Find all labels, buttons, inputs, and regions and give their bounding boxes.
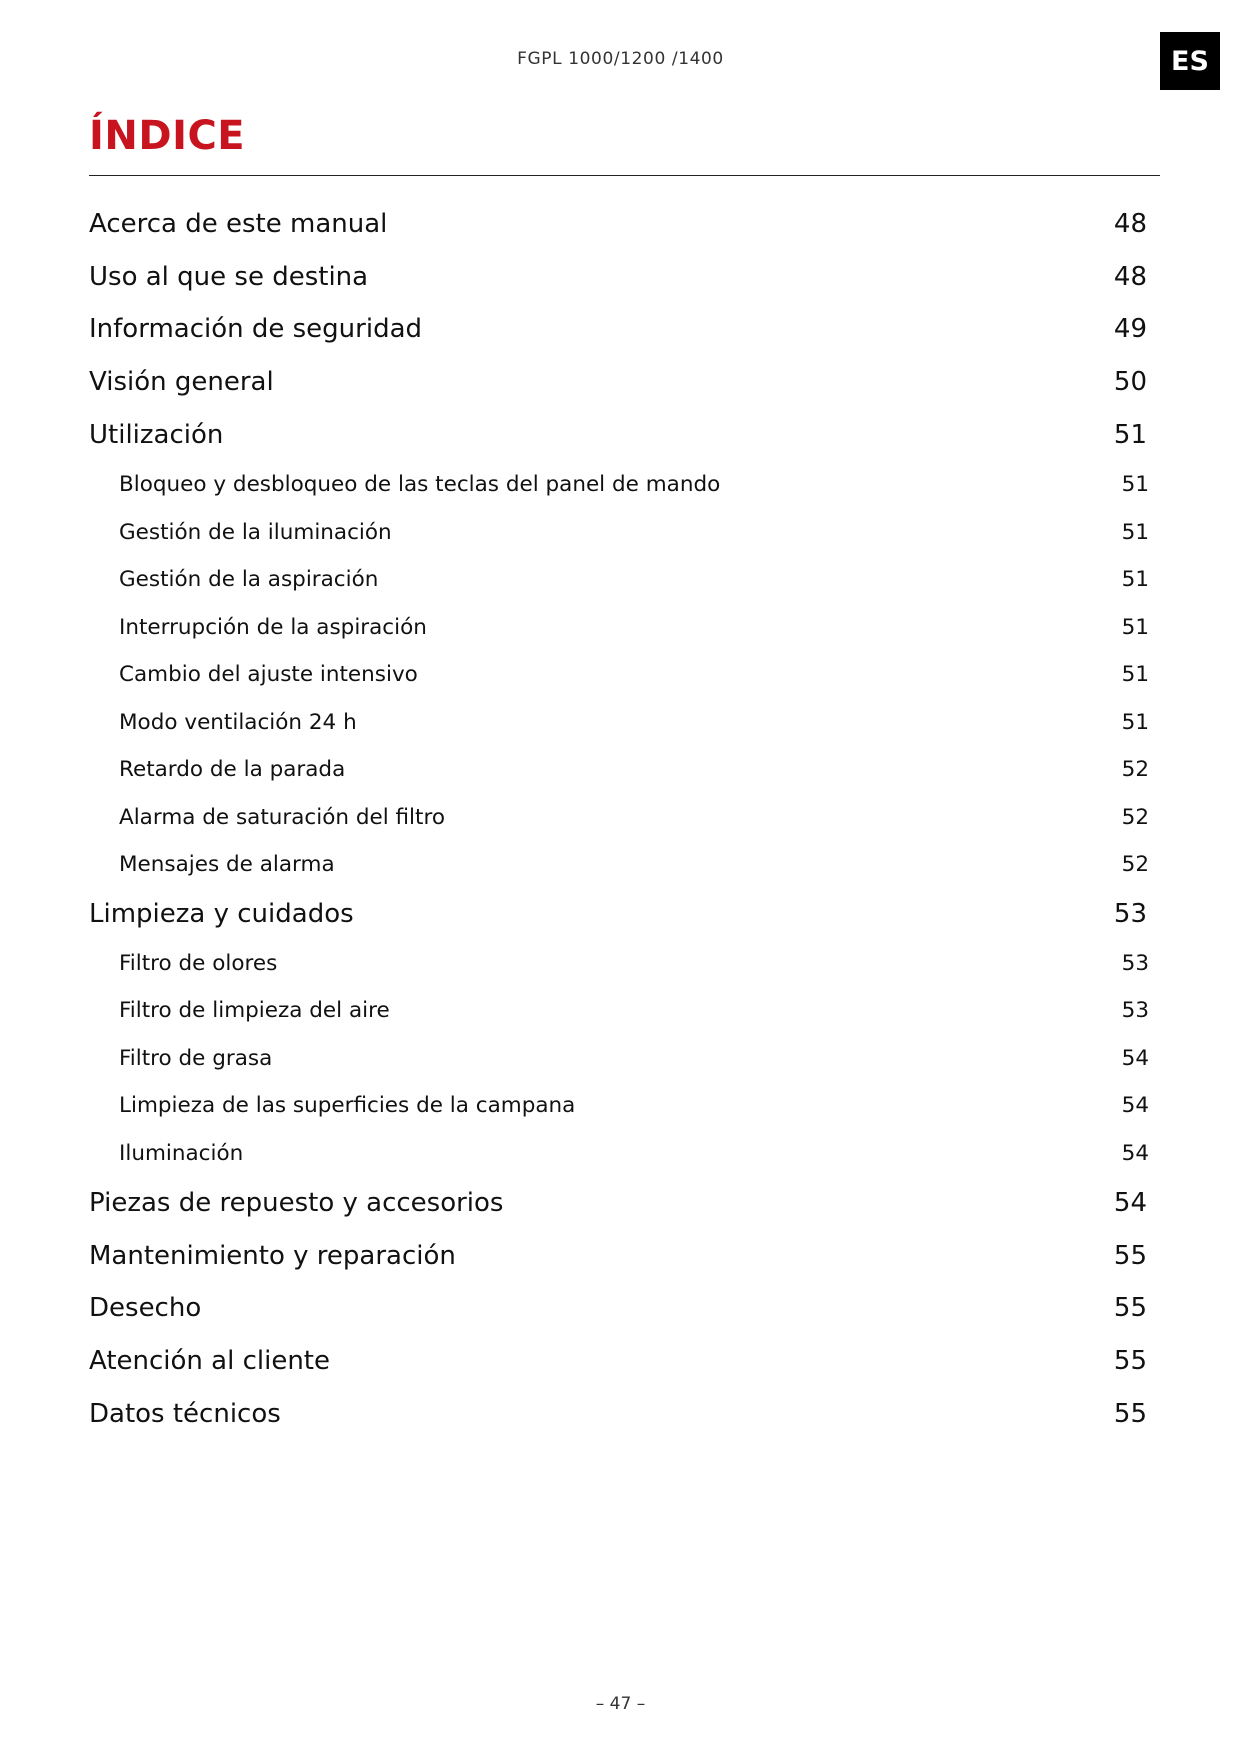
toc-entry-page: 49: [1113, 314, 1147, 344]
toc-subentry[interactable]: [119, 754, 1149, 784]
toc-entry-label: Datos técnicos: [89, 1399, 281, 1429]
toc-subentry-page: 54: [1121, 1045, 1149, 1071]
toc-subentry-label: Filtro de grasa: [119, 1045, 273, 1071]
toc-subentry[interactable]: [119, 612, 1149, 642]
toc-subentry-page: 53: [1121, 950, 1149, 976]
toc-subentry-label: Cambio del ajuste intensivo: [119, 661, 418, 687]
toc-entry-page: 55: [1113, 1399, 1147, 1429]
toc-entry-page: 54: [1113, 1188, 1147, 1218]
toc-entry-page: 51: [1113, 420, 1147, 450]
toc-subentry-label: Limpieza de las superficies de la campana: [119, 1092, 576, 1118]
toc-subentry-page: 51: [1121, 471, 1149, 497]
document-header-model: FGPL 1000/1200 /1400: [517, 49, 724, 69]
toc-entry-page: 55: [1113, 1346, 1147, 1376]
toc-entry[interactable]: [89, 1397, 1147, 1431]
toc-subentry[interactable]: [119, 469, 1149, 499]
toc-subentry-page: 51: [1121, 661, 1149, 687]
toc-subentry[interactable]: [119, 849, 1149, 879]
toc-subentry-page: 51: [1121, 614, 1149, 640]
toc-subentry-label: Bloqueo y desbloqueo de las teclas del panel de mando: [119, 471, 721, 497]
toc-entry[interactable]: [89, 897, 1147, 931]
toc-subentry-page: 51: [1121, 709, 1149, 735]
toc-subentry[interactable]: [119, 1043, 1149, 1073]
toc-entry-label: Atención al cliente: [89, 1346, 330, 1376]
toc-subentry-label: Gestión de la iluminación: [119, 519, 392, 545]
toc-subentry-page: 54: [1121, 1140, 1149, 1166]
toc-entry-page: 55: [1113, 1293, 1147, 1323]
toc-subentry-page: 53: [1121, 997, 1149, 1023]
toc-subentry-page: 51: [1121, 519, 1149, 545]
toc-entry-label: Acerca de este manual: [89, 209, 388, 239]
toc-entry[interactable]: [89, 1186, 1147, 1220]
toc-entry-page: 53: [1113, 899, 1147, 929]
toc-subentry-label: Alarma de saturación del filtro: [119, 804, 445, 830]
toc-entry-page: 48: [1113, 209, 1147, 239]
toc-entry-label: Mantenimiento y reparación: [89, 1241, 456, 1271]
language-badge: ES: [1160, 32, 1220, 90]
toc-subentry-label: Modo ventilación 24 h: [119, 709, 357, 735]
toc-subentry[interactable]: [119, 995, 1149, 1025]
toc-subentry-page: 52: [1121, 851, 1149, 877]
toc-entry-page: 50: [1113, 367, 1147, 397]
toc-subentry-label: Gestión de la aspiración: [119, 566, 379, 592]
toc-subentry[interactable]: [119, 707, 1149, 737]
toc-entry[interactable]: [89, 1291, 1147, 1325]
toc-subentry-page: 54: [1121, 1092, 1149, 1118]
toc-subentry-page: 52: [1121, 756, 1149, 782]
toc-subentry-label: Mensajes de alarma: [119, 851, 335, 877]
toc-entry-label: Uso al que se destina: [89, 262, 369, 292]
toc-entry-page: 48: [1113, 262, 1147, 292]
toc-subentry-label: Retardo de la parada: [119, 756, 346, 782]
toc-entry-label: Información de seguridad: [89, 314, 423, 344]
toc-subentry-page: 52: [1121, 804, 1149, 830]
toc-entry[interactable]: [89, 418, 1147, 452]
toc-subentry-label: Filtro de olores: [119, 950, 278, 976]
toc-entry[interactable]: [89, 1239, 1147, 1273]
toc-entry-label: Visión general: [89, 367, 274, 397]
toc-entry[interactable]: [89, 207, 1147, 241]
page-number-footer: – 47 –: [595, 1694, 646, 1714]
toc-entry-label: Utilización: [89, 420, 224, 450]
toc-subentry-page: 51: [1121, 566, 1149, 592]
toc-subentry[interactable]: [119, 517, 1149, 547]
toc-entry[interactable]: [89, 260, 1147, 294]
toc-subentry-label: Filtro de limpieza del aire: [119, 997, 390, 1023]
toc-subentry[interactable]: [119, 1090, 1149, 1120]
toc-entry[interactable]: [89, 1344, 1147, 1378]
toc-subentry-label: Iluminación: [119, 1140, 244, 1166]
toc-entry-label: Desecho: [89, 1293, 202, 1323]
toc-entry-page: 55: [1113, 1241, 1147, 1271]
toc-entry-label: Piezas de repuesto y accesorios: [89, 1188, 504, 1218]
toc-subentry[interactable]: [119, 802, 1149, 832]
toc-entry[interactable]: [89, 365, 1147, 399]
toc-subentry[interactable]: [119, 659, 1149, 689]
toc-subentry[interactable]: [119, 564, 1149, 594]
page-title: ÍNDICE: [89, 113, 246, 159]
toc-entry-label: Limpieza y cuidados: [89, 899, 354, 929]
toc-subentry-label: Interrupción de la aspiración: [119, 614, 427, 640]
toc-subentry[interactable]: [119, 1138, 1149, 1168]
toc-subentry[interactable]: [119, 948, 1149, 978]
toc-entry[interactable]: [89, 312, 1147, 346]
